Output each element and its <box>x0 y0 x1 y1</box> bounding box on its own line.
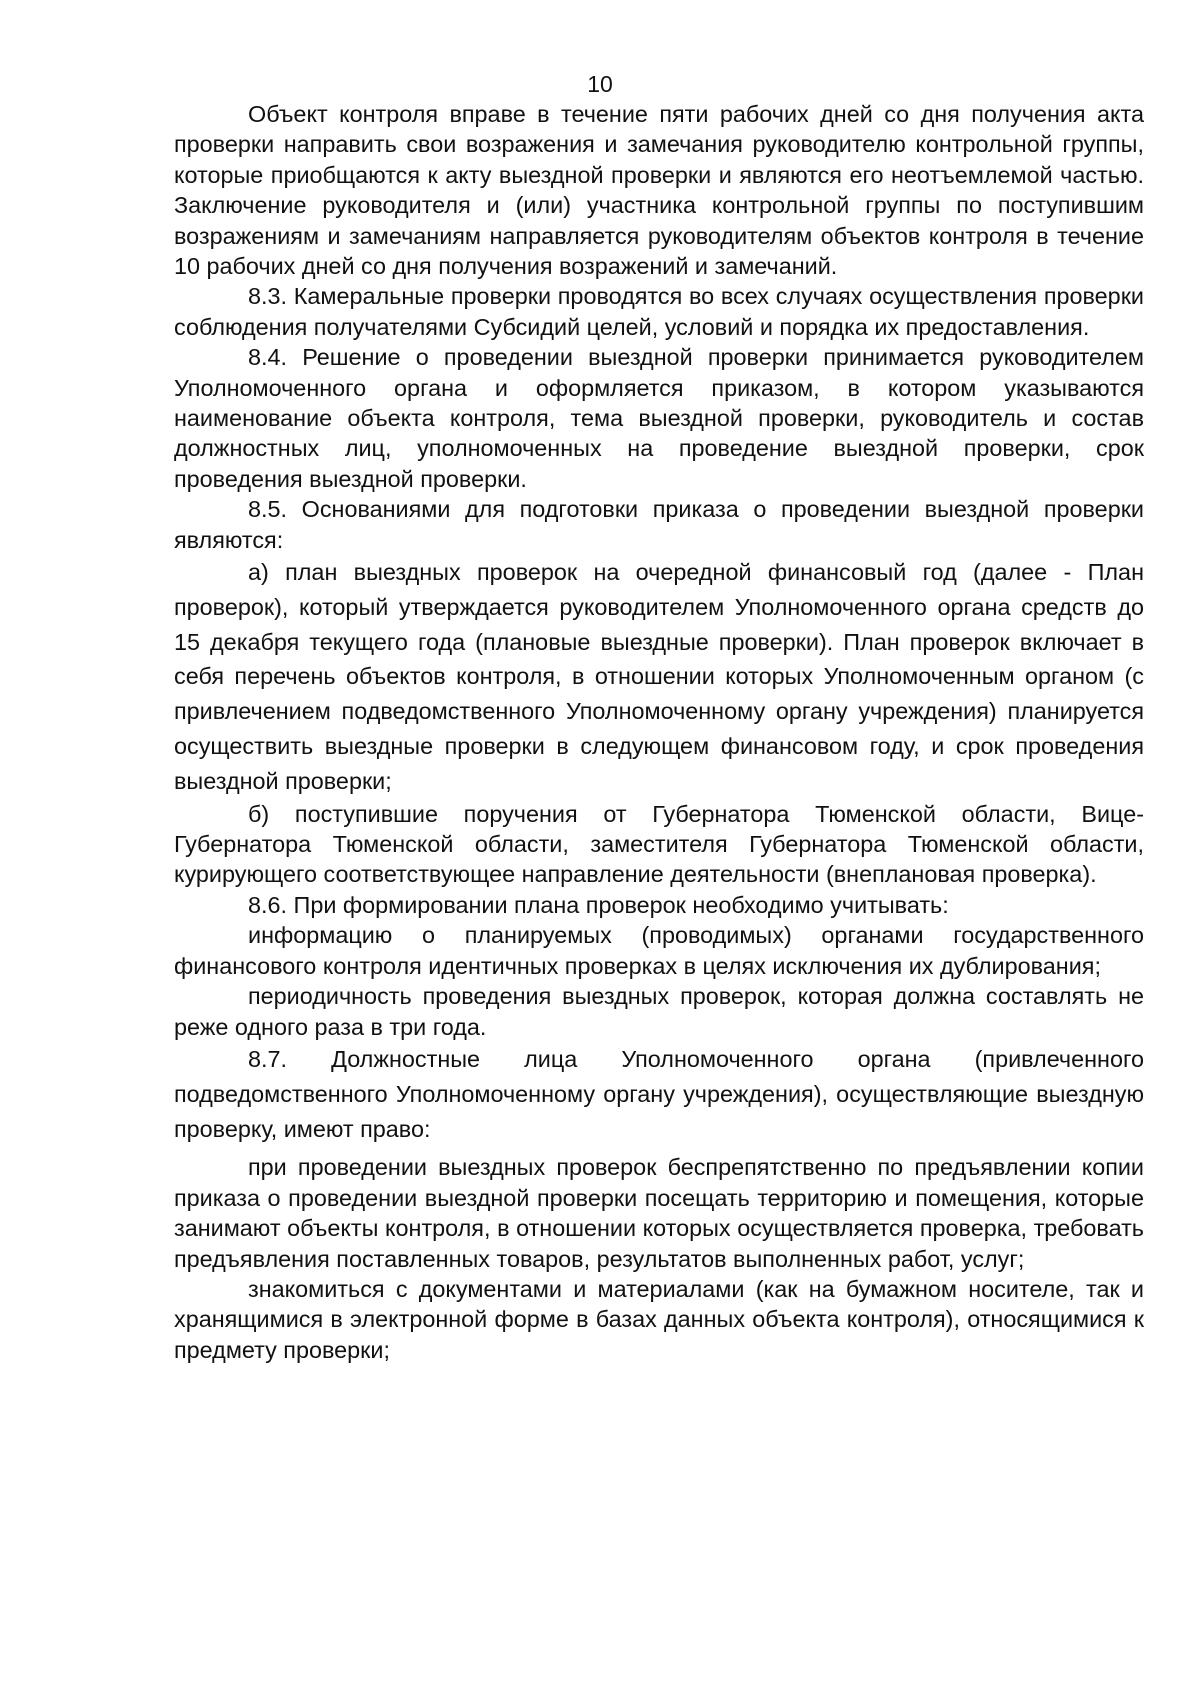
paragraph-8-6-periodicity: периодичность проведения выездных проверок, которая должна составлять не реже одного раза в три года. <box>174 983 1144 1040</box>
paragraph-objection-rights: Объект контроля вправе в течение пяти рабочих дней со дня получения акта проверки направить свои возражения и замечания руководителю контрольной группы, которые приобщаются к акту выездной проверки и являются его неотъемлемой частью. Заключение руководителя и (или) участника контрольной группы по поступившим возражениям и замечаниям направляется руководителям объектов контроля в течение 10 рабочих дней со дня получения возражений и замечаний. <box>174 101 1144 280</box>
paragraph-8-5: 8.5. Основаниями для подготовки приказа о проведении выездной проверки являются: <box>174 496 1144 553</box>
paragraph-8-6-info: информацию о планируемых (проводимых) органами государственного финансового контроля идентичных проверках в целях исключения их дублирования; <box>174 922 1144 979</box>
paragraph-8-7: 8.7. Должностные лица Уполномоченного органа (привлеченного подведомственного Уполномоченному органу учреждения), осуществляющие выездную проверку, имеют право: <box>174 1045 1144 1142</box>
paragraph-8-5-a: а) план выездных проверок на очередной финансовый год (далее - План проверок), который утверждается руководителем Уполномоченного органа средств до 15 декабря текущего года (плановые выездные проверки). План проверок включает в себя перечень объектов контроля, в отношении которых Уполномоченным органом (с привлечением подведомственного Уполномоченному органу учреждения) планируется осуществить выездные проверки в следующем финансовом году, и срок проведения выездной проверки; <box>174 559 1144 794</box>
paragraph-8-6: 8.6. При формировании плана проверок необходимо учитывать: <box>248 891 949 918</box>
paragraph-8-5-b: б) поступившие поручения от Губернатора Тюменской области, Вице-Губернатора Тюменской области, заместителя Губернатора Тюменской области, курирующего соответствующее направление деятельности (внеплановая проверка). <box>174 800 1144 888</box>
page-number: 10 <box>587 71 613 97</box>
paragraph-8-4: 8.4. Решение о проведении выездной проверки принимается руководителем Уполномоченного органа и оформляется приказом, в котором указываются наименование объекта контроля, тема выездной проверки, руководитель и состав должностных лиц, уполномоченных на проведение выездной проверки, срок проведения выездной проверки. <box>174 344 1144 492</box>
paragraph-8-7-documents: знакомиться с документами и материалами (как на бумажном носителе, так и хранящимися в электронной форме в базах данных объекта контроля), относящимися к предмету проверки; <box>174 1275 1144 1363</box>
paragraph-8-3: 8.3. Камеральные проверки проводятся во всех случаях осуществления проверки соблюдения получателями Субсидий целей, условий и порядка их предоставления. <box>174 283 1144 340</box>
document-body <box>174 99 1144 1365</box>
paragraph-8-7-access: при проведении выездных проверок беспрепятственно по предъявлении копии приказа о проведении выездной проверки посещать территорию и помещения, которые занимают объекты контроля, в отношении которых осуществляется проверка, требовать предъявления поставленных товаров, результатов выполненных работ, услуг; <box>174 1154 1144 1272</box>
